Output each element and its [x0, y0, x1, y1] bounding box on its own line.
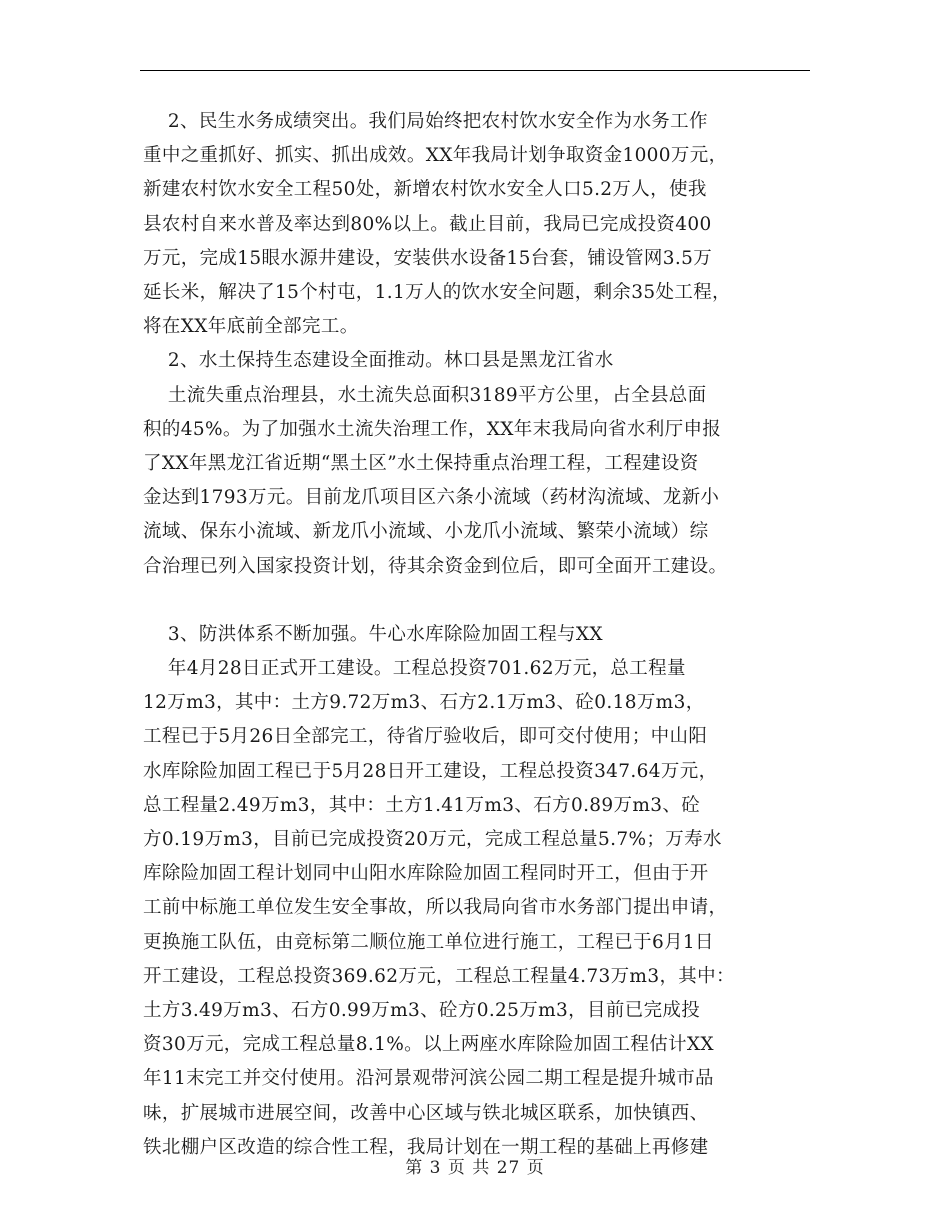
text-line: 土流失重点治理县，水土流失总面积3189平方公里，占全县总面	[143, 384, 707, 406]
text-line: 工前中标施工单位发生安全事故，所以我局向省市水务部门提出申请，	[143, 897, 728, 919]
text-line: 延长米，解决了15个村屯，1.1万人的饮水安全问题，剩余35处工程，	[143, 282, 731, 304]
page-number-footer: 第 3 页 共 27 页	[405, 1158, 545, 1178]
text-line: 更换施工队伍，由竞标第二顺位施工单位进行施工，工程已于6月1日	[143, 931, 714, 953]
text-line: 方0.19万m3，目前已完成投资20万元，完成工程总量5.7%；万寿水	[143, 829, 722, 851]
paragraph-flood-control	[143, 618, 815, 1165]
text-line: 新建农村饮水安全工程50处，新增农村饮水安全人口5.2万人，使我	[143, 179, 707, 201]
paragraph-rural-water	[143, 105, 815, 344]
text-line: 土方3.49万m3、石方0.99万m3、砼方0.25万m3，目前已完成投	[143, 1000, 701, 1022]
text-line: 库除险加固工程计划同中山阳水库除险加固工程同时开工，但由于开	[143, 863, 709, 885]
paragraph-soil-conservation	[143, 344, 815, 583]
text-line: 工程已于5月26日全部完工，待省厅验收后，即可交付使用；中山阳	[143, 726, 708, 748]
text-line: 流域、保东小流域、新龙爪小流域、小龙爪小流域、繁荣小流域）综	[143, 521, 709, 543]
text-line: 12万m3，其中：土方9.72万m3、石方2.1万m3、砼0.18万m3，	[143, 692, 705, 714]
text-line: 重中之重抓好、抓实、抓出成效。XX年我局计划争取资金1000万元，	[143, 145, 728, 167]
text-line: 3、防洪体系不断加强。牛心水库除险加固工程与XX	[143, 623, 603, 645]
text-line: 开工建设，工程总投资369.62万元，工程总工程量4.73万m3，其中：	[143, 965, 735, 987]
text-line: 2、民生水务成绩突出。我们局始终把农村饮水安全作为水务工作	[143, 111, 708, 132]
text-line: 铁北棚户区改造的综合性工程，我局计划在一期工程的基础上再修建	[143, 1136, 709, 1158]
text-line: 年4月28日正式开工建设。工程总投资701.62万元，总工程量	[143, 658, 686, 680]
header-rule	[140, 70, 810, 71]
text-line: 万元，完成15眼水源井建设，安装供水设备15台套，铺设管网3.5万	[143, 247, 713, 269]
text-line: 合治理已列入国家投资计划，待其余资金到位后，即可全面开工建设。	[143, 555, 728, 577]
text-line: 年11末完工并交付使用。沿河景观带河滨公园二期工程是提升城市品	[143, 1068, 714, 1090]
paragraph-gap	[143, 584, 815, 618]
text-line: 味，扩展城市进展空间，改善中心区域与铁北城区联系，加快镇西、	[143, 1102, 709, 1124]
text-line: 县农村自来水普及率达到80%以上。截止目前，我局已完成投资400	[143, 213, 712, 235]
body-text	[143, 105, 815, 1165]
text-line: 积的45%。为了加强水土流失治理工作，XX年末我局向省水利厅申报	[143, 418, 722, 440]
text-line: 总工程量2.49万m3，其中：土方1.41万m3、石方0.89万m3、砼	[143, 794, 701, 816]
text-line: 水库除险加固工程已于5月28日开工建设，工程总投资347.64万元，	[143, 760, 718, 782]
text-line: 2、水土保持生态建设全面推动。林口县是黑龙江省水	[143, 350, 614, 372]
text-line: 金达到1793万元。目前龙爪项目区六条小流域（药材沟流域、龙新小	[143, 487, 720, 509]
text-line: 资30万元，完成工程总量8.1%。以上两座水库除险加固工程估计XX	[143, 1034, 714, 1056]
text-line: 了XX年黑龙江省近期“黑土区”水土保持重点治理工程，工程建设资	[143, 453, 699, 475]
text-line: 将在XX年底前全部完工。	[143, 316, 359, 338]
